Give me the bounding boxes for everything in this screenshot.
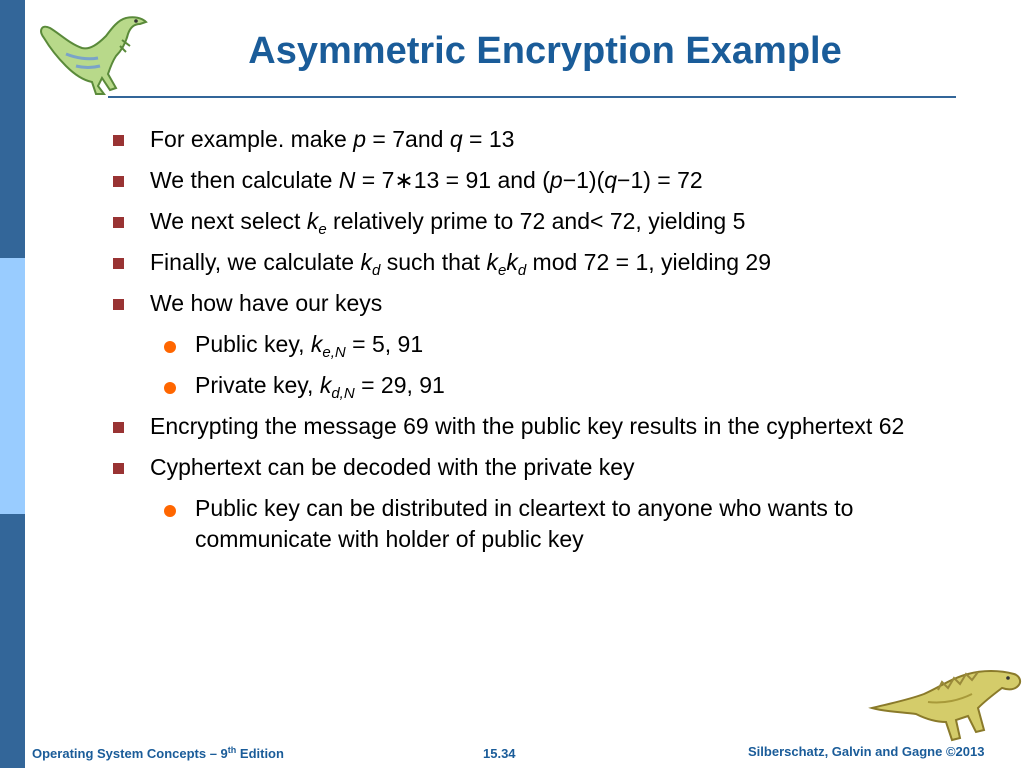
square-bullet-icon (113, 176, 124, 187)
sidebar-top-band (0, 0, 25, 258)
square-bullet-icon (113, 299, 124, 310)
bullet-item: Cyphertext can be decoded with the private key (110, 452, 910, 483)
bullet-item: Encrypting the message 69 with the public key results in the cyphertext 62 (110, 411, 910, 442)
sidebar-middle-band (0, 258, 25, 514)
round-bullet-icon (164, 341, 176, 353)
square-bullet-icon (113, 422, 124, 433)
bullet-item: We then calculate N = 7∗13 = 91 and (p−1)(q−1) = 72 (110, 165, 910, 196)
bullet-list (110, 124, 910, 565)
slide-title: Asymmetric Encryption Example (248, 30, 842, 72)
dinosaur-logo-top (36, 8, 156, 96)
square-bullet-icon (113, 217, 124, 228)
sub-bullet-item: Private key, $k_{d,N} = 29$, 91 (110, 370, 910, 401)
footer-authors: Silberschatz, Galvin and Gagne ©2013 (748, 744, 985, 759)
square-bullet-icon (113, 258, 124, 269)
title-divider (108, 96, 956, 98)
sidebar-bottom-band (0, 514, 25, 768)
left-sidebar (0, 0, 25, 768)
sub-bullet-item: Public key can be distributed in cleartext to anyone who wants to communicate with holder of public key (110, 493, 910, 555)
bullet-item: For example. make p = 7and q = 13 (110, 124, 910, 155)
slide-number: 15.34 (483, 746, 516, 761)
square-bullet-icon (113, 463, 124, 474)
bullet-item: Finally, we calculate $k_d$ such that $k_ek_d$ mod 72 = 1, yielding 29 (110, 247, 910, 278)
bullet-item: We next select $k_e$ relatively prime to 72 and< 72, yielding 5 (110, 206, 910, 237)
sub-bullet-item: Public key, $k_{e,N} = 5$, 91 (110, 329, 910, 360)
bullet-item: We how have our keys (110, 288, 910, 319)
footer-course-title: Operating System Concepts – 9th Edition (32, 745, 284, 761)
square-bullet-icon (113, 135, 124, 146)
round-bullet-icon (164, 505, 176, 517)
dinosaur-logo-bottom (868, 660, 1024, 742)
round-bullet-icon (164, 382, 176, 394)
